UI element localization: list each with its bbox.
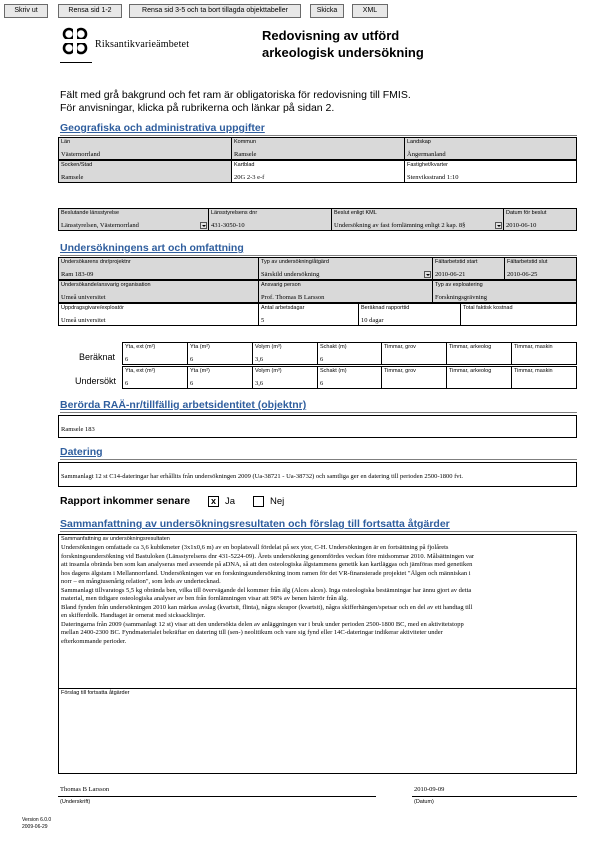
exploatering-label: Typ av exploatering	[435, 282, 483, 288]
beslut-datum-value: 2010-06-10	[506, 222, 537, 229]
version-date: 2009-06-29	[22, 824, 48, 830]
typ-undersokning-value: Särskild undersökning	[261, 271, 320, 278]
measure-col-label: Schakt (m)	[320, 368, 347, 374]
lan-label: Län	[61, 139, 71, 145]
summary-line: Sammanlagt tillvaratogs 5,5 kg obrända ben, vilka till övervägande del kommer från älg (Alces alces). Inga osteologiska bestämningar har ännu gjort av detta	[61, 586, 472, 594]
start-label: Fältarbetstid start	[435, 259, 478, 265]
landskap-value: Ångermanland	[407, 151, 446, 158]
kml-field[interactable]	[331, 208, 504, 231]
kommun-field[interactable]	[231, 137, 405, 160]
beslut-datum-label: Datum för beslut	[506, 210, 547, 216]
lst-dnr-field[interactable]	[208, 208, 332, 231]
uppdragsgivare-label: Uppdragsgivare/exploatör	[61, 305, 124, 311]
kml-label: Beslut enligt KML	[334, 210, 377, 216]
xml-button[interactable]: XML	[352, 4, 388, 18]
landskap-label: Landskap	[407, 139, 431, 145]
clear-page-3-5-button[interactable]: Rensa sid 3-5 och ta bort tillagda objekttabeller	[129, 4, 301, 18]
ansvarig-value: Prof. Thomas B Larsson	[261, 294, 325, 301]
organization-name: Riksantikvarieämbetet	[95, 39, 190, 50]
measure-col-label: Timmar, grov	[384, 344, 416, 350]
signature-line	[58, 796, 376, 797]
measure-value: 6	[125, 356, 129, 363]
summary-label: Sammanfattning av undersökningsresultaten	[61, 536, 170, 542]
next-steps-field[interactable]	[58, 688, 577, 774]
summary-line: mellan 2400-2300 BC. Fyndmaterialet bekräftar en datering till (sen-) neolitikum och vare sig fynd eller 14C-dateringar indikerar aktiviteter under	[61, 629, 443, 636]
lansstyrelse-label: Beslutande länsstyrelse	[61, 210, 120, 216]
socken-value: Ramsele	[61, 174, 84, 181]
measure-cell[interactable]	[446, 342, 512, 365]
measure-col-label: Yta (m²)	[190, 368, 210, 374]
fastighet-label: Fastighet/kvarter	[407, 162, 448, 168]
signature-name: Thomas B Larsson	[60, 786, 110, 793]
rapporttid-field[interactable]	[358, 303, 461, 326]
section-raa-heading[interactable]: Berörda RAÄ-nr/tillfällig arbetsidentitet (objektnr)	[60, 399, 577, 413]
kostnad-label: Total faktisk kostnad	[463, 305, 513, 311]
arbetsdagar-label: Antal arbetsdagar	[261, 305, 305, 311]
section-summary-heading[interactable]: Sammanfattning av undersökningsresultaten och förslag till fortsatta åtgärder	[60, 518, 577, 532]
measure-value: 3,6	[255, 356, 264, 363]
lan-value: Västernorrland	[61, 151, 100, 158]
beslut-datum-field[interactable]	[503, 208, 577, 231]
title-line-2: arkeologisk undersökning	[262, 45, 424, 60]
kommun-value: Ramsele	[234, 151, 257, 158]
typ-undersokning-label: Typ av undersökning/åtgärd	[261, 259, 329, 265]
uppdragsgivare-value: Umeå universitet	[61, 317, 106, 324]
measure-col-label: Yta, ext (m²)	[125, 368, 156, 374]
measure-col-label: Timmar, grov	[384, 368, 416, 374]
organisation-field[interactable]	[58, 280, 259, 303]
measure-value: 3,6	[255, 380, 264, 387]
measure-col-label: Yta (m²)	[190, 344, 210, 350]
kommun-label: Kommun	[234, 139, 257, 145]
measure-cell[interactable]	[381, 366, 447, 389]
summary-line: Bland fynden från undersökningen 2010 kan märkas avslag (kvartsit, flinta), några skrapor (kvartsit), några skifferhängen/spetsar och en del av ett handtag till	[61, 603, 473, 611]
datering-value: Sammanlagt 12 st C14-dateringar har erhållits från undersökningen 2009 (Ua-38721 - Ua-38732) och samtliga ger en datering till perioden 2500-1800 fvt.	[61, 473, 463, 480]
socken-label: Socken/Stad	[61, 162, 93, 168]
measure-cell[interactable]	[187, 342, 253, 365]
ansvarig-field[interactable]	[258, 280, 433, 303]
clear-page-1-2-button[interactable]: Rensa sid 1-2	[58, 4, 122, 18]
exploatering-value: Forskningsgrävning	[435, 294, 487, 301]
measure-col-label: Volym (m³)	[255, 344, 282, 350]
slut-value: 2010-06-25	[507, 271, 538, 278]
measure-cell[interactable]	[252, 342, 318, 365]
measure-value: 6	[320, 356, 324, 363]
arbetsdagar-field[interactable]	[258, 303, 359, 326]
measure-cell[interactable]	[317, 366, 383, 389]
summary-line: efterkommande perioder.	[61, 637, 127, 645]
measure-col-label: Timmar, arkeolog	[449, 344, 492, 350]
datering-field[interactable]	[58, 462, 577, 487]
measure-cell[interactable]	[187, 366, 253, 389]
summary-text	[61, 544, 574, 646]
summary-line: norr – en mångtusenårig relation", som leds av undertecknad.	[61, 578, 221, 585]
lansstyrelse-dropdown-icon[interactable]	[200, 222, 207, 229]
section-datering-heading[interactable]: Datering	[60, 446, 577, 460]
raa-field[interactable]	[58, 415, 577, 438]
date-label: (Datum)	[414, 799, 434, 805]
ansvarig-label: Ansvarig person	[261, 282, 301, 288]
measure-cell[interactable]	[446, 366, 512, 389]
slut-field[interactable]	[504, 257, 577, 280]
fastighet-value: Stenviksstrand 1:10	[407, 174, 459, 181]
rapport-nej-checkbox[interactable]	[253, 496, 264, 507]
summary-line: forskningsundersökning vid Bastuloken (Länsstyrelsens dnr 431-5224-09). Årets undersökning genomfördes veckan före midsommar 2010. Målsättningen var	[61, 552, 475, 560]
lan-field[interactable]	[58, 137, 232, 160]
measure-value: 6	[125, 380, 129, 387]
summary-line: en skifferdolk. Handtaget är ornerat med sicksacklinjer.	[61, 612, 206, 619]
lst-dnr-label: Länsstyrelsens dnr	[211, 210, 258, 216]
summary-line: material, men tidigare osteologiska analyser av ben från fornlämningen visar att 98% av benen härrör från älg.	[61, 595, 348, 602]
print-button[interactable]: Skriv ut	[4, 4, 48, 18]
document-title	[262, 27, 562, 61]
socken-field[interactable]	[58, 160, 232, 183]
kartblad-value: 20G 2-3 e-f	[234, 174, 265, 181]
projektnr-value: Ram 183-09	[61, 271, 94, 278]
measure-value: 6	[320, 380, 324, 387]
rapport-nej-label: Nej	[270, 496, 285, 507]
section-geo-heading[interactable]: Geografiska och administrativa uppgifter	[60, 122, 577, 136]
signature-label: (Underskrift)	[60, 799, 91, 805]
kostnad-field[interactable]	[460, 303, 577, 326]
section-art-heading[interactable]: Undersökningens art och omfattning	[60, 242, 577, 256]
rapport-label: Rapport inkommer senare	[60, 495, 191, 507]
raa-logo-icon	[60, 26, 90, 56]
intro-line-2: För anvisningar, klicka på rubrikerna och länkar på sidan 2.	[60, 102, 335, 114]
kml-value: Undersökning av fast fornlämning enligt 2 kap. 8§	[334, 222, 466, 229]
start-value: 2010-06-21	[435, 271, 466, 278]
measure-value: 6	[190, 356, 194, 363]
row-undersokt-label: Undersökt	[75, 376, 117, 386]
measure-col-label: Schakt (m)	[320, 344, 347, 350]
row-beraknat-label: Beräknat	[79, 352, 116, 362]
summary-line: att insamla obrända ben som kan analyseras med avseende på aDNA, så att den osteologiska ålgstammens genetik kan kartläggas och jämföras med genetiken	[61, 561, 473, 568]
rapporttid-label: Beräknad rapporttid	[361, 305, 410, 311]
measure-cell[interactable]	[317, 342, 383, 365]
measure-col-label: Yta, ext (m²)	[125, 344, 156, 350]
summary-line: Undersökningen omfattade ca 3,6 kubikmeter (3x1x0,6 m) av en boplatsvall fördelat på sex ytor, C-H. Undersökningen är en fortsättning på fjolårets	[61, 544, 449, 551]
measure-col-label: Timmar, arkeolog	[449, 368, 492, 374]
projektnr-field[interactable]	[58, 257, 259, 280]
organisation-label: Undersökande/ansvarig organisation	[61, 282, 151, 288]
version-text: Version 6.0.0	[22, 817, 52, 823]
kartblad-label: Kartblad	[234, 162, 255, 168]
signature-date: 2010-09-09	[414, 786, 445, 793]
start-field[interactable]	[432, 257, 505, 280]
arbetsdagar-value: 5	[261, 317, 265, 324]
measure-col-label: Timmar, maskin	[514, 368, 553, 374]
summary-field[interactable]	[58, 534, 577, 689]
summary-line: hos dagens älgstam i Mellannorrland. Undersökningen var en forskningsundersökning inom ramen för det VR-finansierade projektet "Älgen och människan i	[61, 569, 471, 577]
measure-col-label: Volym (m³)	[255, 368, 282, 374]
projektnr-label: Undersökarens dnr/projektnr	[61, 259, 131, 265]
measure-col-label: Timmar, maskin	[514, 344, 553, 350]
lst-dnr-value: 431-3050-10	[211, 222, 245, 229]
measure-cell[interactable]	[122, 342, 188, 365]
date-line	[412, 796, 577, 797]
logo-divider	[60, 62, 92, 63]
intro-text	[60, 89, 530, 115]
fastighet-field[interactable]	[404, 160, 577, 183]
rapporttid-value: 10 dagar	[361, 317, 384, 324]
typ-undersokning-dropdown-icon[interactable]	[424, 271, 431, 278]
uppdragsgivare-field[interactable]	[58, 303, 259, 326]
landskap-field[interactable]	[404, 137, 577, 160]
rapport-ja-checkbox[interactable]: x	[208, 496, 219, 507]
measure-cell[interactable]	[511, 342, 577, 365]
lansstyrelse-value: Länsstyrelsen, Västernorrland	[61, 222, 139, 229]
kml-dropdown-icon[interactable]	[495, 222, 502, 229]
exploatering-field[interactable]	[432, 280, 577, 303]
organisation-value: Umeå universitet	[61, 294, 106, 301]
typ-undersokning-field[interactable]	[258, 257, 433, 280]
measure-cell[interactable]	[511, 366, 577, 389]
measure-cell[interactable]	[381, 342, 447, 365]
measure-value: 6	[190, 380, 194, 387]
measure-cell[interactable]	[252, 366, 318, 389]
send-button[interactable]: Skicka	[310, 4, 344, 18]
lansstyrelse-field[interactable]	[58, 208, 209, 231]
rapport-ja-label: Ja	[225, 496, 236, 507]
measure-cell[interactable]	[122, 366, 188, 389]
slut-label: Fältarbetstid slut	[507, 259, 548, 265]
next-steps-label: Förslag till fortsatta åtgärder	[61, 690, 130, 696]
intro-line-1: Fält med grå bakgrund och fet ram är obligatoriska för redovisning till FMIS.	[60, 89, 411, 101]
kartblad-field[interactable]	[231, 160, 405, 183]
summary-line: Dateringarna från 2009 (sammanlagt 12 st) visar att den undersökta delen av anläggningen var i bruk under perioden 2500-1800 BC, med en aktivitetstopp	[61, 620, 464, 628]
raa-value: Ramsele 183	[61, 426, 95, 433]
title-line-1: Redovisning av utförd	[262, 28, 400, 43]
